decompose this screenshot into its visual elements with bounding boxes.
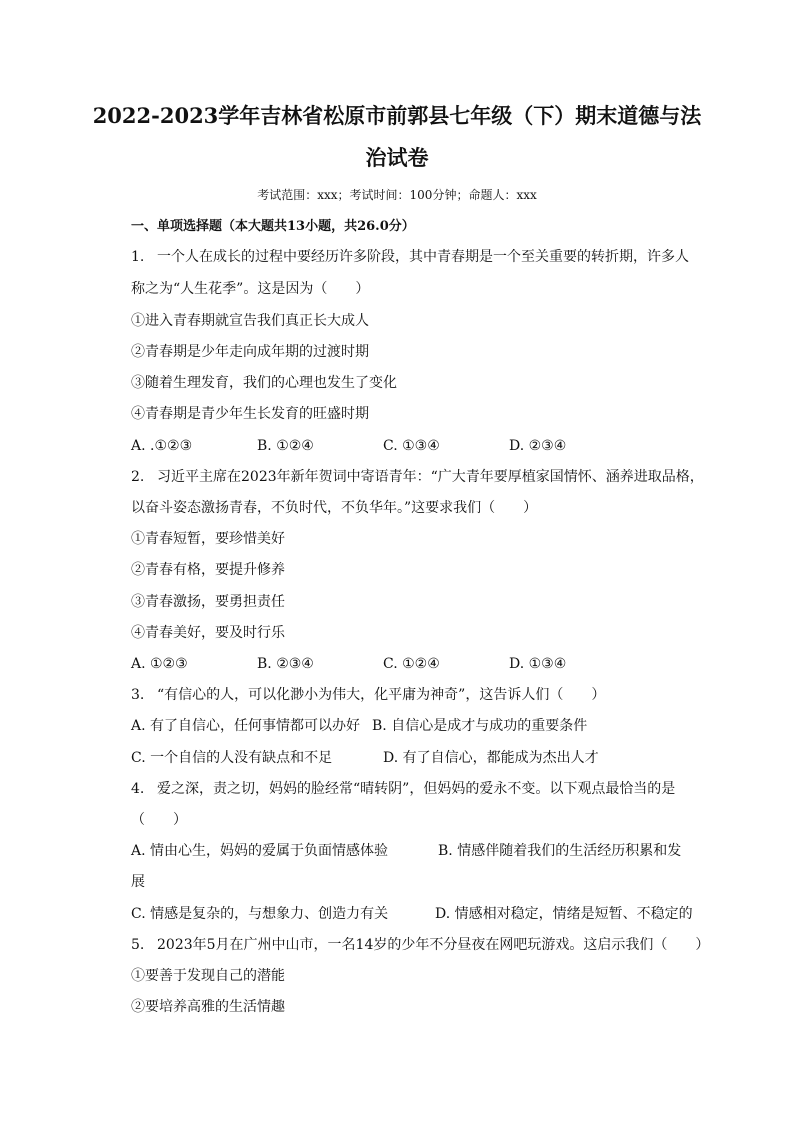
question-1-option-c: C. ①③④ [383, 438, 440, 454]
question-3-stem-line-1 [131, 686, 605, 704]
question-number: 2. [131, 469, 145, 485]
question-1-item-2: ②青春期是少年走向成年期的过渡时期 [131, 344, 369, 360]
question-1-option-b: B. ①②④ [257, 438, 314, 454]
question-4-option-c: C. 情感是复杂的，与想象力、创造力有关 [131, 906, 389, 922]
question-1-option-a: A. .①②③ [131, 438, 193, 454]
question-5-item-1: ①要善于发现自己的潜能 [131, 968, 285, 984]
question-2-item-3: ③青春激扬，要勇担责任 [131, 594, 285, 610]
question-2-option-b: B. ②③④ [257, 656, 314, 672]
question-3-option-c: C. 一个自信的人没有缺点和不足 [131, 750, 333, 766]
question-2-option-c: C. ①②④ [383, 656, 440, 672]
question-3-option-a: A. 有了自信心，任何事情都可以办好 [131, 718, 361, 734]
exam-title-line-2: 治试卷 [365, 145, 429, 170]
question-5-stem-line-1 [131, 936, 709, 954]
question-4-stem-line-2: （ ） [131, 812, 187, 828]
question-1-stem-line-2: 称之为“人生花季”。这是因为（ ） [131, 281, 370, 297]
question-number: 5. [131, 937, 145, 953]
exam-info: 考试范围：xxx；考试时间：100分钟；命题人：xxx [257, 188, 537, 202]
question-4-option-d: D. 情感相对稳定，情绪是短暂、不稳定的 [435, 906, 693, 922]
question-stem-text: 习近平主席在2023年新年贺词中寄语青年：“广大青年要厚植家国情怀、涵养进取品格， [157, 469, 704, 485]
question-2-option-a: A. ①②③ [131, 656, 188, 672]
exam-title-line-1: 2022-2023学年吉林省松原市前郭县七年级（下）期末道德与法 [92, 103, 702, 128]
question-stem-text: 一个人在成长的过程中要经历许多阶段，其中青春期是一个至关重要的转折期，许多人 [157, 249, 689, 265]
question-number: 3. [131, 687, 145, 703]
question-2-item-1: ①青春短暂，要珍惜美好 [131, 531, 285, 547]
question-2-stem-line-2: 以奋斗姿态激扬青春，不负时代，不负华年。”这要求我们（ ） [131, 500, 538, 516]
question-stem-text: 2023年5月在广州中山市，一名14岁的少年不分昼夜在网吧玩游戏。这启示我们（ ） [157, 937, 710, 953]
question-1-item-3: ③随着生理发育，我们的心理也发生了变化 [131, 375, 397, 391]
question-stem-text: “有信心的人，可以化渺小为伟大，化平庸为神奇”，这告诉人们（ ） [157, 687, 606, 703]
question-number: 4. [131, 781, 145, 797]
question-3-option-b: B. 自信心是成才与成功的重要条件 [372, 718, 588, 734]
question-number: 1. [131, 249, 145, 265]
question-5-item-2: ②要培养高雅的生活情趣 [131, 999, 285, 1015]
question-1-option-d: D. ②③④ [509, 438, 567, 454]
question-2-item-4: ④青春美好，要及时行乐 [131, 625, 285, 641]
question-1-item-4: ④青春期是青少年生长发育的旺盛时期 [131, 406, 369, 422]
question-4-stem-line-1 [131, 780, 675, 798]
question-1-item-1: ①进入青春期就宣告我们真正长大成人 [131, 313, 369, 329]
question-1-stem-line-1 [131, 248, 689, 266]
question-3-option-d: D. 有了自信心，都能成为杰出人才 [383, 750, 599, 766]
question-stem-text: 爱之深，责之切，妈妈的脸经常“晴转阴”，但妈妈的爱永不变。以下观点最恰当的是 [157, 781, 676, 797]
question-4-option-a: A. 情由心生，妈妈的爱属于负面情感体验 [131, 843, 389, 859]
section-heading: 一、单项选择题（本大题共13小题，共26.0分） [131, 219, 415, 234]
question-2-option-d: D. ①③④ [509, 656, 567, 672]
question-2-stem-line-1 [131, 468, 704, 486]
question-4-option-b-continued: 展 [131, 874, 145, 890]
question-2-item-2: ②青春有格，要提升修养 [131, 562, 285, 578]
question-4-option-b: B. 情感伴随着我们的生活经历积累和发 [438, 843, 682, 859]
